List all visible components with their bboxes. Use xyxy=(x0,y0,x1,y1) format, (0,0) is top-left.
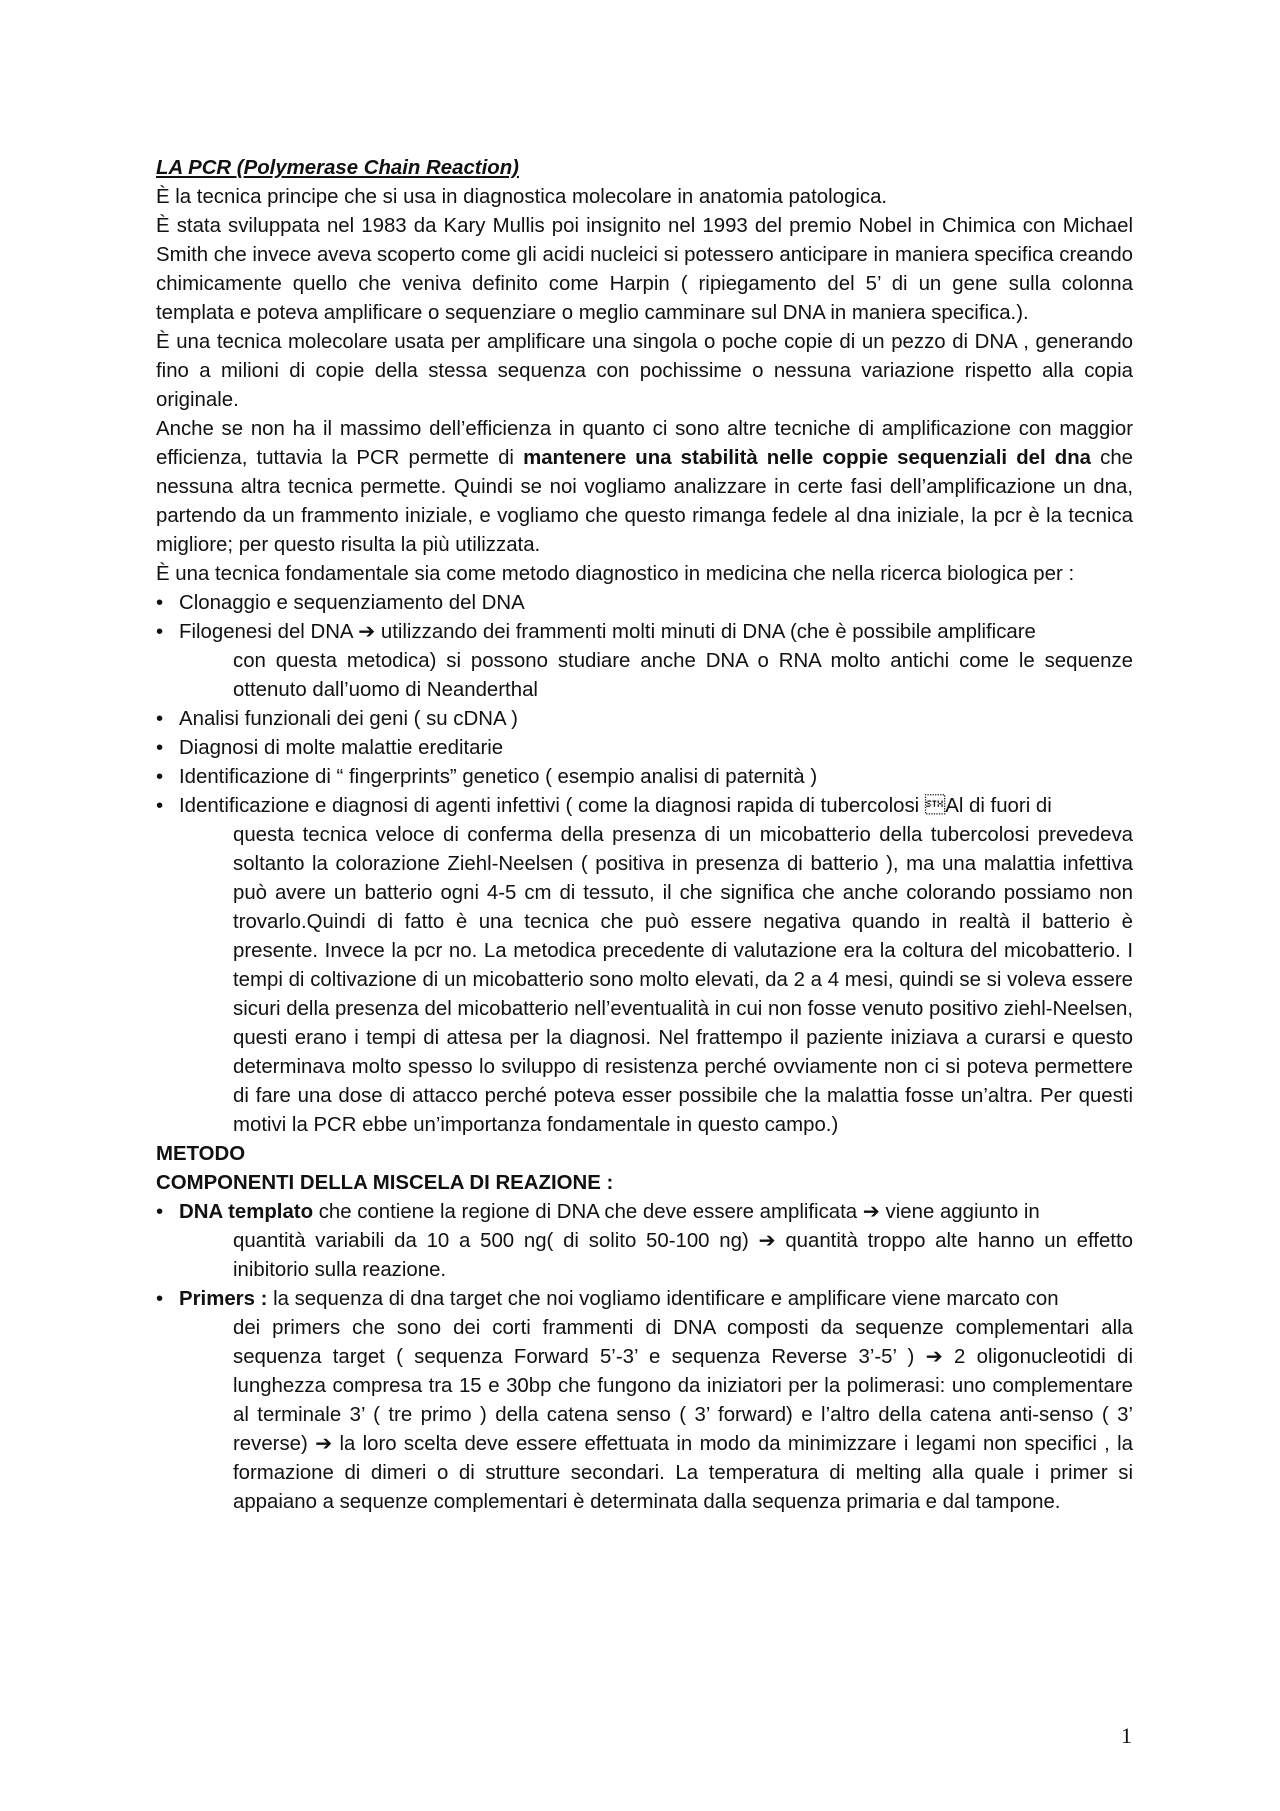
list-item-text: Diagnosi di molte malattie ereditarie xyxy=(179,737,504,759)
components-heading: COMPONENTI DELLA MISCELA DI REAZIONE : xyxy=(156,1172,614,1194)
intro-paragraph-3: È una tecnica molecolare usata per amplificare una singola o poche copie di un pezzo di DNA , generando fino a milioni di copie della stessa sequenza con pochissime o nessuna variazione rispetto alla copia originale. xyxy=(156,331,1133,411)
components-list xyxy=(156,1198,1133,1517)
bullet-icon: • xyxy=(156,1288,164,1310)
dna-template-label: DNA templato xyxy=(179,1201,314,1223)
document-page xyxy=(156,154,1133,1517)
list-item-text: Identificazione di “ fingerprints” genetico ( esempio analisi di paternità ) xyxy=(179,766,818,788)
list-item xyxy=(156,1198,1133,1285)
intro-paragraph-2: È stata sviluppata nel 1983 da Kary Mullis poi insignito nel 1993 del premio Nobel in Chimica con Michael Smith che invece aveva scoperto come gli acidi nucleici si potessero anticipare in maniera specifica creando chimicamente quello che veniva definito come Harpin ( ripiegamento del 5’ di un gene sulla colonna templata e poteva amplificare o sequenziare o meglio camminare sul DNA in maniera specifica.). xyxy=(156,215,1133,324)
primers-label: Primers : xyxy=(179,1288,268,1310)
page-number: 1 xyxy=(1121,1723,1132,1748)
bullet-icon: • xyxy=(156,708,164,730)
list-item-text: viene aggiunto in xyxy=(879,1201,1040,1223)
right-arrow-icon: ➔ xyxy=(925,1346,943,1368)
list-item xyxy=(156,1285,1133,1517)
list-item xyxy=(156,589,1133,618)
list-item-text: utilizzando dei frammenti molti minuti di DNA (che è possibile amplificare xyxy=(375,621,1036,643)
uses-list xyxy=(156,589,1133,1140)
list-item xyxy=(156,763,1133,792)
intro-paragraph-4-text-a: Anche se non ha il massimo dell’efficienza in quanto ci sono altre tecniche di amplificazione con maggior efficienza, tuttavia la PCR permette di xyxy=(156,418,1133,469)
list-item xyxy=(156,618,1133,705)
right-arrow-icon: ➔ xyxy=(315,1433,333,1455)
list-item-text: la sequenza di dna target che noi vogliamo identificare e amplificare viene marcato con xyxy=(267,1288,1059,1310)
list-item-text: Clonaggio e sequenziamento del DNA xyxy=(179,592,525,614)
right-arrow-icon: ➔ xyxy=(358,621,376,643)
list-item xyxy=(156,792,1133,1140)
right-arrow-icon: ➔ xyxy=(862,1201,880,1223)
list-item-text: 2 oligonucleotidi di lunghezza compresa tra 15 e 30bp che fungono da iniziatori per la polimerasi: uno complementare al terminale 3’ ( tre primo ) della catena senso ( 3’ forward) e l’altro della catena anti-senso ( 3’ reverse) xyxy=(233,1346,1133,1455)
list-item-text: dei primers che sono dei corti frammenti di DNA composti da sequenze complementari alla sequenza target ( sequenza Forward 5’-3’ e sequenza Reverse 3’-5’ ) xyxy=(233,1317,1133,1368)
list-item-text: Identificazione e diagnosi di agenti infettivi ( come la diagnosi rapida di tubercolosi Al di fuori di xyxy=(179,795,1052,817)
intro-paragraph-4-text-b: che nessuna altra tecnica permette. Quindi se noi vogliamo analizzare in certe fasi dell’amplificazione un dna, partendo da un frammento iniziale, e vogliamo che questo rimanga fedele al dna iniziale, la pcr è la tecnica migliore; per questo risulta la più utilizzata. xyxy=(156,447,1133,556)
list-item-text: Filogenesi del DNA xyxy=(179,621,353,643)
method-heading: METODO xyxy=(156,1143,246,1165)
intro-paragraph-5: È una tecnica fondamentale sia come metodo diagnostico in medicina che nella ricerca biologica per : xyxy=(156,563,1075,585)
list-item-continuation xyxy=(179,1227,1133,1285)
right-arrow-icon: ➔ xyxy=(758,1230,776,1252)
bullet-icon: • xyxy=(156,766,164,788)
list-item-text: la loro scelta deve essere effettuata in modo da minimizzare i legami non specifici , la formazione di dimeri o di strutture secondari. La temperatura di melting alla quale i primer si appaiano a sequenze complementari è determinata dalla sequenza primaria e dal tampone. xyxy=(233,1433,1133,1513)
list-item-text: quantità troppo alte hanno un effetto inibitorio sulla reazione. xyxy=(233,1230,1133,1281)
list-item xyxy=(156,734,1133,763)
document-title: LA PCR (Polymerase Chain Reaction) xyxy=(156,157,519,179)
bullet-icon: • xyxy=(156,592,164,614)
intro-paragraph-4-bold: mantenere una stabilità nelle coppie sequenziali del dna xyxy=(523,447,1092,469)
bullet-icon: • xyxy=(156,795,164,817)
bullet-icon: • xyxy=(156,621,164,643)
list-item-continuation: con questa metodica) si possono studiare anche DNA o RNA molto antichi come le sequenze ottenuto dall’uomo di Neanderthal xyxy=(233,650,1133,701)
list-item-continuation xyxy=(179,1314,1133,1517)
intro-paragraph-1: È la tecnica principe che si usa in diagnostica molecolare in anatomia patologica. xyxy=(156,186,888,208)
bullet-icon: • xyxy=(156,737,164,759)
intro-paragraph-4 xyxy=(156,415,1133,560)
list-item-text: Analisi funzionali dei geni ( su cDNA ) xyxy=(179,708,518,730)
list-item-text: che contiene la regione di DNA che deve essere amplificata xyxy=(313,1201,863,1223)
list-item xyxy=(156,705,1133,734)
list-item-text: quantità variabili da 10 a 500 ng( di solito 50-100 ng) xyxy=(233,1230,759,1252)
bullet-icon: • xyxy=(156,1201,164,1223)
list-item-continuation: questa tecnica veloce di conferma della presenza di un micobatterio della tubercolosi prevedeva soltanto la colorazione Ziehl-Neelsen ( positiva in presenza di batterio ), ma una malattia infettiva può avere un batterio ogni 4-5 cm di tessuto, il che significa che anche colorando possiamo non trovarlo.Quindi di fatto è una tecnica che può essere negativa quando in realtà il batterio è presente. Invece la pcr no. La metodica precedente di valutazione era la coltura del micobatterio. I tempi di coltivazione di un micobatterio sono molto elevati, da 2 a 4 mesi, quindi se si voleva essere sicuri della presenza del micobatterio nell’eventualità in cui non fosse venuto positivo ziehl-Neelsen, questi erano i tempi di attesa per la diagnosi. Nel frattempo il paziente iniziava a curarsi e questo determinava molto spesso lo sviluppo di resistenza perché ovviamente non ci si poteva permettere di fare una dose di attacco perché poteva esser possibile che la malattia fosse un’altra. Per questi motivi la PCR ebbe un’importanza fondamentale in questo campo.) xyxy=(233,824,1133,1136)
